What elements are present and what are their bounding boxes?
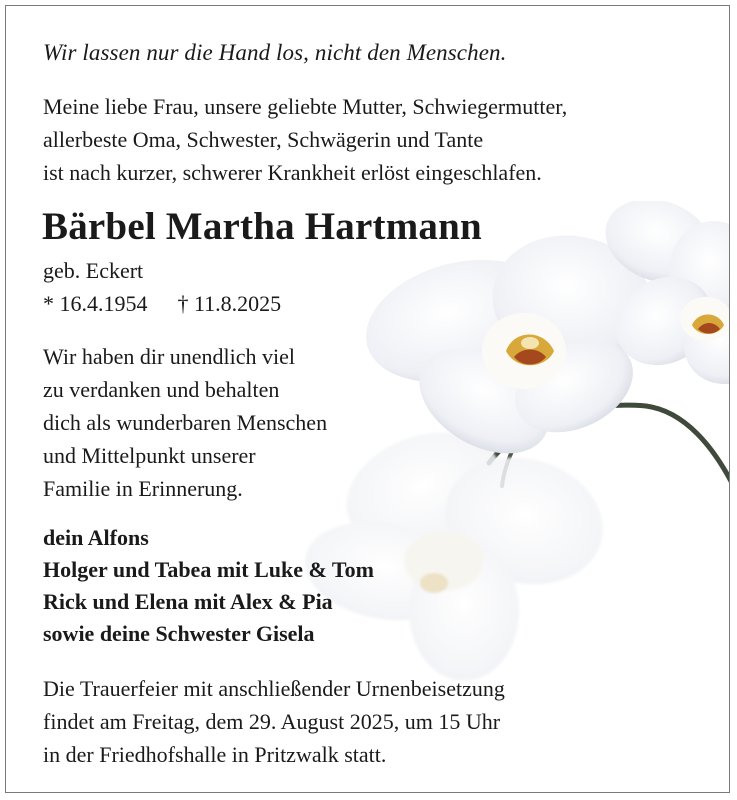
obituary-notice [5, 5, 730, 793]
motto-quote: Wir lassen nur die Hand los, nicht den Menschen. [43, 40, 507, 65]
birth-date: * 16.4.1954 [43, 291, 148, 316]
tribute-text [43, 340, 327, 505]
service-line: in der Friedhofshalle in Pritzwalk statt. [43, 742, 387, 767]
service-line: Die Trauerfeier mit anschließender Urnenbeisetzung [43, 676, 505, 701]
intro-line: ist nach kurzer, schwerer Krankheit erlöst eingeschlafen. [43, 160, 542, 185]
tribute-line: zu verdanken und behalten [43, 377, 280, 402]
deceased-name: Bärbel Martha Hartmann [42, 205, 482, 248]
service-line: findet am Freitag, dem 29. August 2025, um 15 Uhr [43, 709, 501, 734]
life-dates [43, 291, 281, 317]
tribute-line: und Mittelpunkt unserer [43, 443, 256, 468]
mourner-entry: dein Alfons [43, 525, 149, 550]
intro-text [43, 90, 567, 189]
mourner-entry: sowie deine Schwester Gisela [43, 621, 315, 646]
tribute-line: Familie in Erinnerung. [43, 476, 243, 501]
funeral-service-info [43, 672, 505, 771]
mourner-entry: Holger und Tabea mit Luke & Tom [43, 557, 374, 582]
mourner-entry: Rick und Elena mit Alex & Pia [43, 589, 333, 614]
intro-line: Meine liebe Frau, unsere geliebte Mutter, Schwiegermutter, [43, 94, 568, 119]
tribute-line: Wir haben dir unendlich viel [43, 344, 296, 369]
mourners-list [43, 522, 374, 650]
tribute-line: dich als wunderbaren Menschen [43, 410, 328, 435]
death-date: † 11.8.2025 [177, 291, 282, 316]
intro-line: allerbeste Oma, Schwester, Schwägerin und Tante [43, 127, 484, 152]
birth-name: geb. Eckert [43, 258, 144, 283]
